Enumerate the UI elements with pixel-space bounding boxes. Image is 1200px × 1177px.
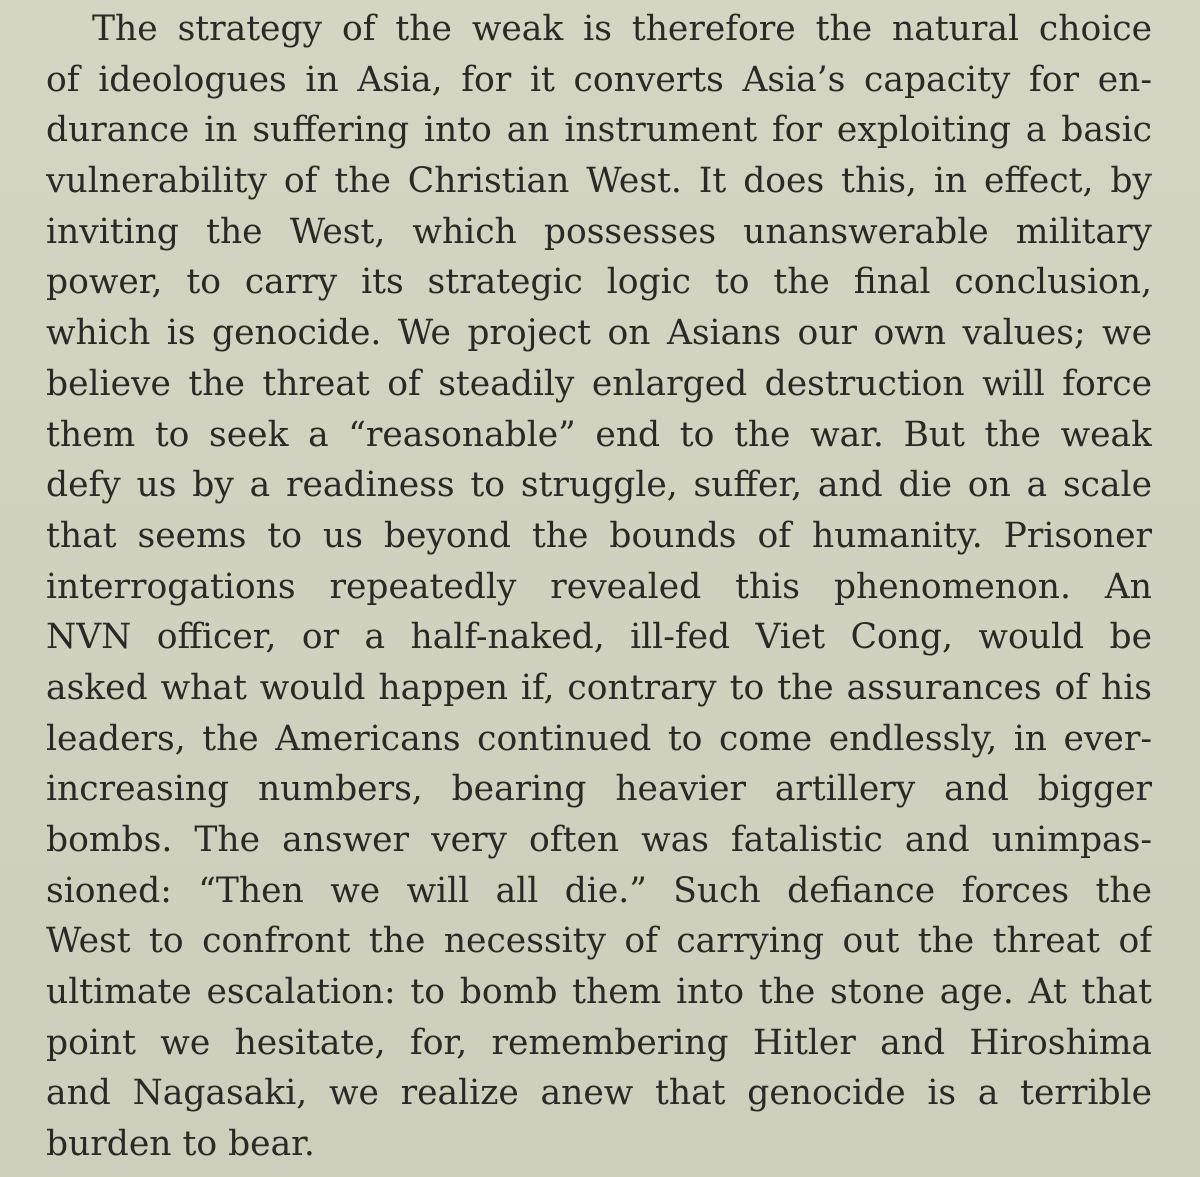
text-line-4: vulnerability of the Christian West. It does this, in effect, by [46,161,1152,202]
text-line-23: burden to bear. [46,1124,315,1165]
text-line-1: The strategy of the weak is therefore the natural choice [92,9,1152,49]
text-line-8: believe the threat of steadily enlarged destruction will force [46,363,1152,404]
text-line-5: inviting the West, which possesses unanswerable military [46,211,1152,252]
paragraph [46,4,1152,1170]
text-line-6: power, to carry its strategic logic to the final conclusion, [46,262,1152,303]
text-line-3: durance in suffering into an instrument for exploiting a basic [46,110,1152,151]
text-line-14: asked what would happen if, contrary to the assurances of his [46,667,1152,708]
text-line-19: West to confront the necessity of carrying out the threat of [46,921,1152,962]
text-line-21: point we hesitate, for, remembering Hitler and Hiroshima [46,1022,1152,1063]
text-line-13: NVN officer, or a half-naked, ill-fed Viet Cong, would be [46,617,1152,658]
text-line-16: increasing numbers, bearing heavier artillery and bigger [46,769,1152,810]
text-line-10: defy us by a readiness to struggle, suffer, and die on a scale [46,465,1152,506]
text-line-20: ultimate escalation: to bomb them into the stone age. At that [46,972,1152,1013]
text-line-7: which is genocide. We project on Asians our own values; we [46,313,1152,354]
text-line-18: sioned: “Then we will all die.” Such defiance forces the [46,870,1152,911]
text-line-2: of ideologues in Asia, for it converts Asia’s capacity for en- [46,59,1152,100]
text-line-15: leaders, the Americans continued to come endlessly, in ever- [46,718,1152,759]
text-line-17: bombs. The answer very often was fatalistic and unimpas- [46,820,1152,860]
text-line-9: them to seek a “reasonable” end to the war. But the weak [46,414,1152,455]
text-line-12: interrogations repeatedly revealed this phenomenon. An [46,566,1152,607]
text-line-11: that seems to us beyond the bounds of humanity. Prisoner [46,515,1152,556]
text-line-22: and Nagasaki, we realize anew that genocide is a terrible [46,1073,1152,1114]
